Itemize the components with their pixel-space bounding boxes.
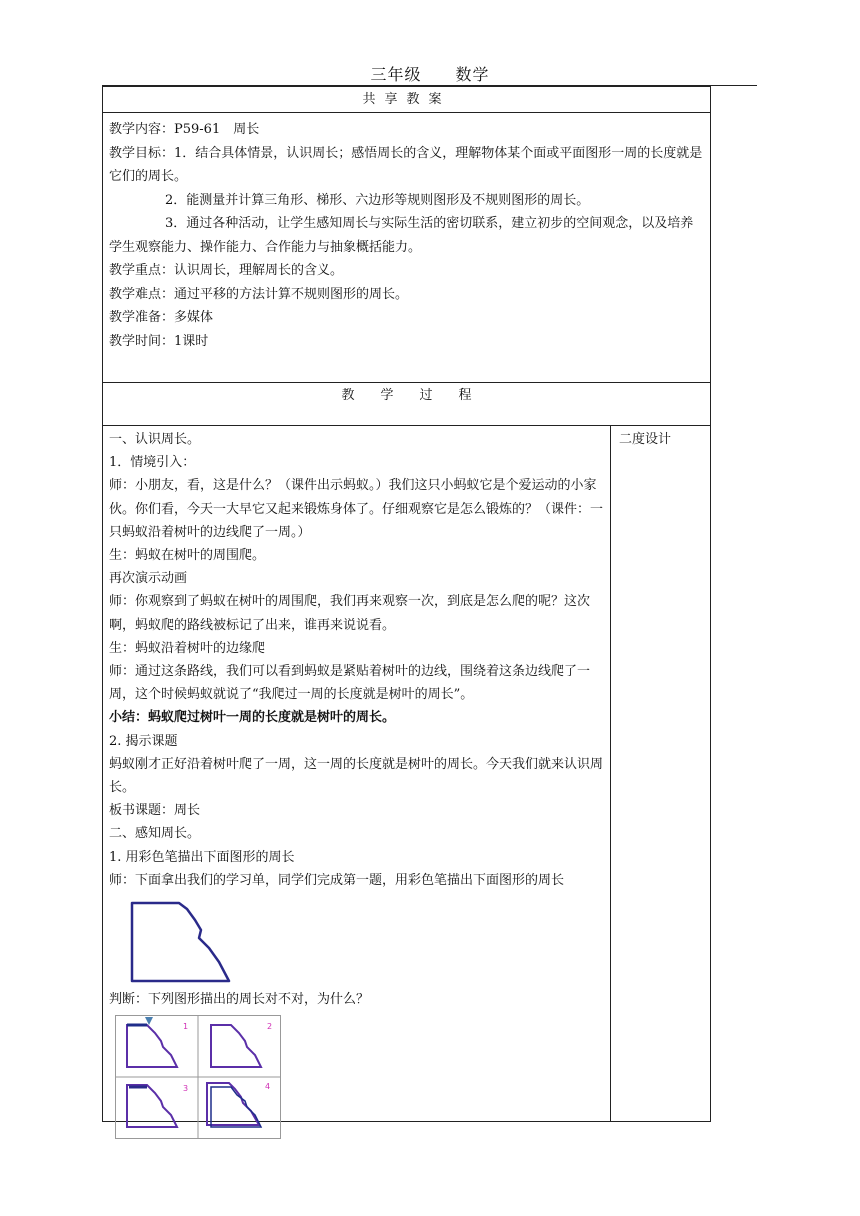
- student-line-1: 生：蚂蚁在树叶的周围爬。: [109, 548, 266, 564]
- process-title: 教 学 过 程: [103, 383, 710, 426]
- traced-shapes-grid: [115, 1015, 281, 1139]
- lesson-plan-table: [102, 86, 711, 1122]
- section-2-heading: 二、感知周长。: [109, 826, 201, 842]
- lesson-info-cell: [103, 112, 710, 383]
- demo-again-line: 再次演示动画: [109, 571, 188, 587]
- page-header-title: 三年级 数学: [370, 65, 490, 84]
- table-title: 共享教案: [103, 87, 710, 113]
- teaching-time: 教学时间：1课时: [109, 333, 209, 349]
- judge-question: 判断：下列图形描出的周长对不对，为什么？: [109, 992, 370, 1008]
- teacher-line-3: 师：通过这条路线，我们可以看到蚂蚁是紧贴着树叶的边线，围绕着这条边线爬了一周，这个时候蚂蚁就说了“我爬过一周的长度就是树叶的周长”。: [109, 664, 591, 703]
- trace-task-heading: 1. 用彩色笔描出下面图形的周长: [109, 849, 295, 865]
- grid-label-2: 2: [267, 1022, 273, 1032]
- teaching-goal-1: 教学目标：1．结合具体情景，认识周长；感悟周长的含义，理解物体某个面或平面图形一周的长度就是它们的周长。: [109, 145, 703, 184]
- topic-reveal-line: 蚂蚁刚才正好沿着树叶爬了一周，这一周的长度就是树叶的周长。今天我们就来认识周长。: [109, 756, 604, 796]
- grid-label-3: 3: [183, 1084, 189, 1094]
- grid-label-1: 1: [183, 1022, 189, 1032]
- teaching-prep: 教学准备：多媒体: [109, 310, 214, 325]
- teacher-line-2: 师：你观察到了蚂蚁在树叶的周围爬，我们再来观察一次，到底是怎么爬的呢？这次啊，蚂蚁爬的路线被标记了出来，谁再来说说看。: [109, 594, 591, 633]
- summary-line: 小结：蚂蚁爬过树叶一周的长度就是树叶的周长。: [109, 710, 396, 726]
- leaf-shape-figure: [129, 900, 233, 984]
- teaching-goal-2: 2．能测量并计算三角形、梯形、六边形等规则图形及不规则图形的周长。: [165, 192, 590, 208]
- second-design-label: 二度设计: [619, 432, 672, 447]
- teaching-difficulty: 教学难点：通过平移的方法计算不规则图形的周长。: [109, 286, 409, 302]
- teaching-key: 教学重点：认识周长，理解周长的含义。: [109, 263, 344, 278]
- teaching-goal-3: [109, 212, 704, 259]
- teacher-line-1: 师：小朋友，看，这是什么？（课件出示蚂蚁。）我们这只小蚂蚁它是个爱运动的小家伙。你们看，今天一大早它又起来锻炼身体了。仔细观察它是怎么锻炼的？（课件：一只蚂蚁沿着树叶的边线爬了一周。）: [109, 478, 604, 540]
- step-1-heading: 1．情境引入：: [109, 455, 196, 471]
- student-line-2: 生：蚂蚁沿着树叶的边缘爬: [109, 640, 266, 656]
- step-2-heading: 2. 揭示课题: [109, 733, 178, 749]
- teaching-content: 教学内容：P59-61 周长: [109, 122, 260, 137]
- teacher-line-4: 师：下面拿出我们的学习单，同学们完成第一题，用彩色笔描出下面图形的周长: [109, 872, 565, 888]
- grid-label-4: 4: [265, 1082, 271, 1092]
- section-1-heading: 一、认识周长。: [109, 432, 201, 447]
- teaching-goal-3-text: 3．通过各种活动，让学生感知周长与实际生活的密切联系，建立初步的空间观念，以及培养学生观察能力、操作能力、合作能力与抽象概括能力。: [109, 216, 694, 255]
- process-content-cell: [103, 425, 611, 1121]
- board-title-line: 板书课题：周长: [109, 803, 201, 819]
